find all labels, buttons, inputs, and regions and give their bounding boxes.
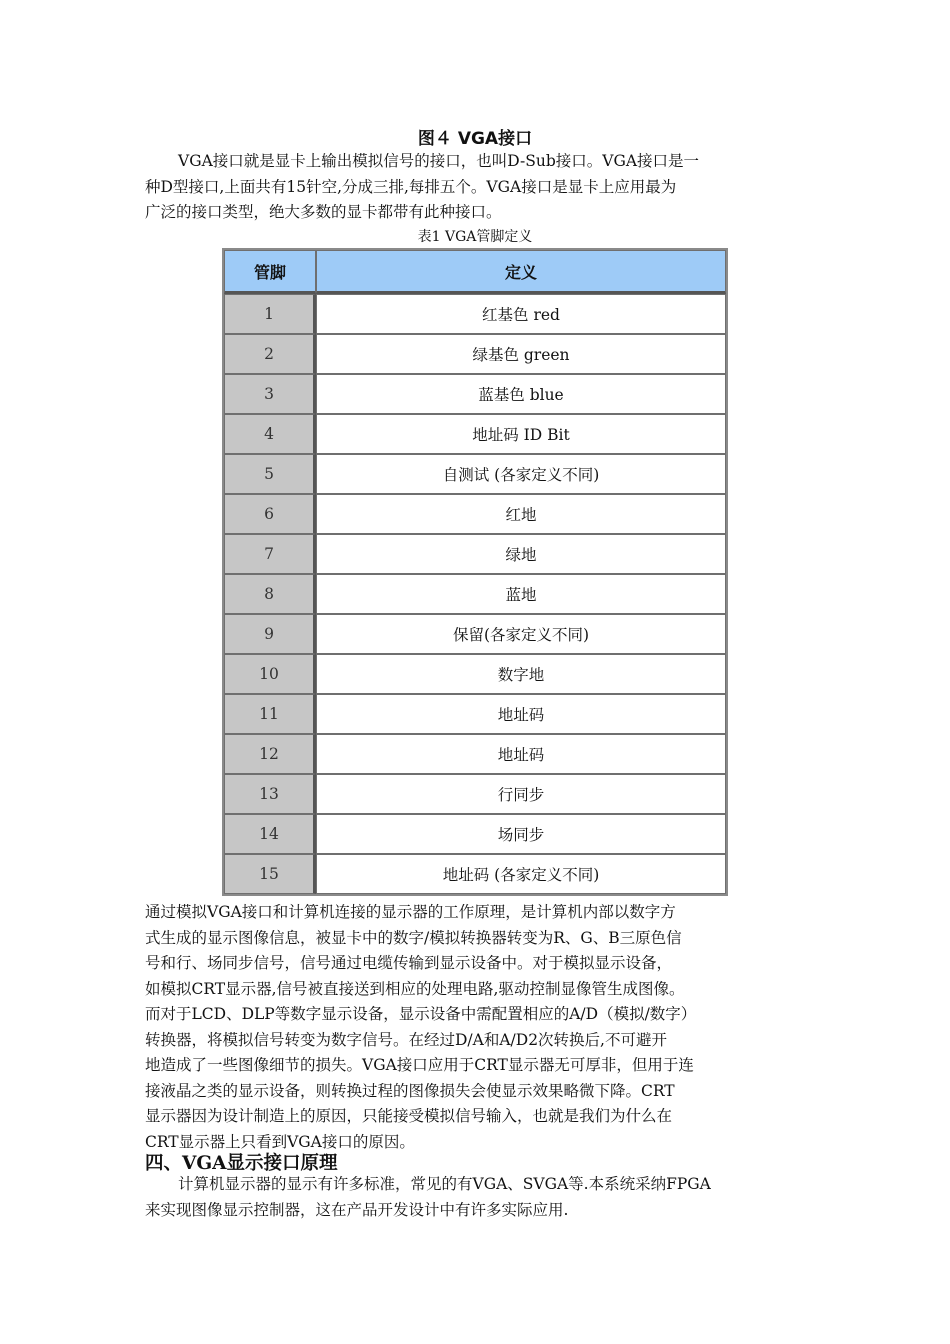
pin-definition: 绿地 (316, 534, 726, 574)
pin-definition: 红地 (316, 494, 726, 534)
section-heading: 四、VGA显示接口原理 (145, 1153, 338, 1174)
pin-definition: 自测试 (各家定义不同) (316, 454, 726, 494)
pin-definition: 地址码 (316, 734, 726, 774)
pin-number: 15 (224, 854, 316, 894)
vga-pin-table (222, 248, 728, 896)
body-line: 号和行、场同步信号，信号通过电缆传输到显示设备中。对于模拟显示设备， (145, 954, 673, 972)
pin-definition: 红基色 red (316, 294, 726, 334)
body-line: 接液晶之类的显示设备，则转换过程的图像损失会使显示效果略微下降。CRT (145, 1081, 675, 1100)
pin-number: 2 (224, 334, 316, 374)
body-line: 式生成的显示图像信息，被显卡中的数字/模拟转换器转变为R、G、B三原色信 (145, 928, 682, 947)
table-row (224, 294, 726, 334)
pin-definition: 地址码 (各家定义不同) (316, 854, 726, 894)
body-line: CRT显示器上只看到VGA接口的原因。 (145, 1132, 415, 1151)
table-row (224, 734, 726, 774)
table-row (224, 334, 726, 374)
table-row (224, 534, 726, 574)
pin-number: 13 (224, 774, 316, 814)
intro-line: 种D型接口,上面共有15针空,分成三排,每排五个。VGA接口是显卡上应用最为 (145, 177, 677, 196)
pin-definition: 地址码 (316, 694, 726, 734)
pin-number: 3 (224, 374, 316, 414)
pin-number: 11 (224, 694, 316, 734)
pin-number: 9 (224, 614, 316, 654)
table-row (224, 374, 726, 414)
table-caption: 表1 VGA管脚定义 (417, 229, 533, 245)
table-row (224, 854, 726, 894)
body-line: 而对于LCD、DLP等数字显示设备，显示设备中需配置相应的A/D（模拟/数字） (145, 1005, 697, 1023)
table-row (224, 574, 726, 614)
intro-line: VGA接口就是显卡上输出模拟信号的接口，也叫D-Sub接口。VGA接口是一 (178, 152, 700, 170)
body-line: 地造成了一些图像细节的损失。VGA接口应用于CRT显示器无可厚非，但用于连 (145, 1056, 694, 1074)
table-row (224, 454, 726, 494)
body-line: 显示器因为设计制造上的原因，只能接受模拟信号输入，也就是我们为什么在 (145, 1107, 673, 1125)
pin-definition: 保留(各家定义不同) (316, 614, 726, 654)
table-row (224, 654, 726, 694)
body-line: 通过模拟VGA接口和计算机连接的显示器的工作原理，是计算机内部以数字方 (145, 903, 676, 921)
table-row (224, 694, 726, 734)
header-pin: 管脚 (224, 250, 316, 294)
pin-number: 10 (224, 654, 316, 694)
pin-definition: 行同步 (316, 774, 726, 814)
pin-definition: 场同步 (316, 814, 726, 854)
table-row (224, 494, 726, 534)
section-line: 计算机显示器的显示有许多标准，常见的有VGA、SVGA等.本系统采纳FPGA (178, 1175, 711, 1193)
body-line: 如模拟CRT显示器,信号被直接送到相应的处理电路,驱动控制显像管生成图像。 (145, 979, 685, 998)
table-row (224, 614, 726, 654)
body-line: 转换器，将模拟信号转变为数字信号。在经过D/A和A/D2次转换后,不可避开 (145, 1030, 667, 1049)
pin-number: 12 (224, 734, 316, 774)
pin-number: 14 (224, 814, 316, 854)
section-paragraph (145, 1172, 810, 1223)
pin-definition: 蓝地 (316, 574, 726, 614)
section-line: 来实现图像显示控制器，这在产品开发设计中有许多实际应用. (145, 1200, 569, 1219)
body-paragraph (145, 900, 810, 1155)
pin-number: 1 (224, 294, 316, 334)
pin-number: 7 (224, 534, 316, 574)
figure-title: 图４ VGA接口 (417, 129, 533, 149)
intro-line: 广泛的接口类型，绝大多数的显卡都带有此种接口。 (145, 203, 502, 221)
pin-definition: 地址码 ID Bit (316, 414, 726, 454)
pin-number: 4 (224, 414, 316, 454)
pin-number: 8 (224, 574, 316, 614)
pin-number: 5 (224, 454, 316, 494)
pin-definition: 绿基色 green (316, 334, 726, 374)
table-row (224, 774, 726, 814)
table-row (224, 414, 726, 454)
table-header-row (224, 250, 726, 294)
pin-number: 6 (224, 494, 316, 534)
table-row (224, 814, 726, 854)
pin-definition: 数字地 (316, 654, 726, 694)
header-definition: 定义 (316, 250, 726, 294)
pin-definition: 蓝基色 blue (316, 374, 726, 414)
intro-paragraph (145, 149, 810, 226)
